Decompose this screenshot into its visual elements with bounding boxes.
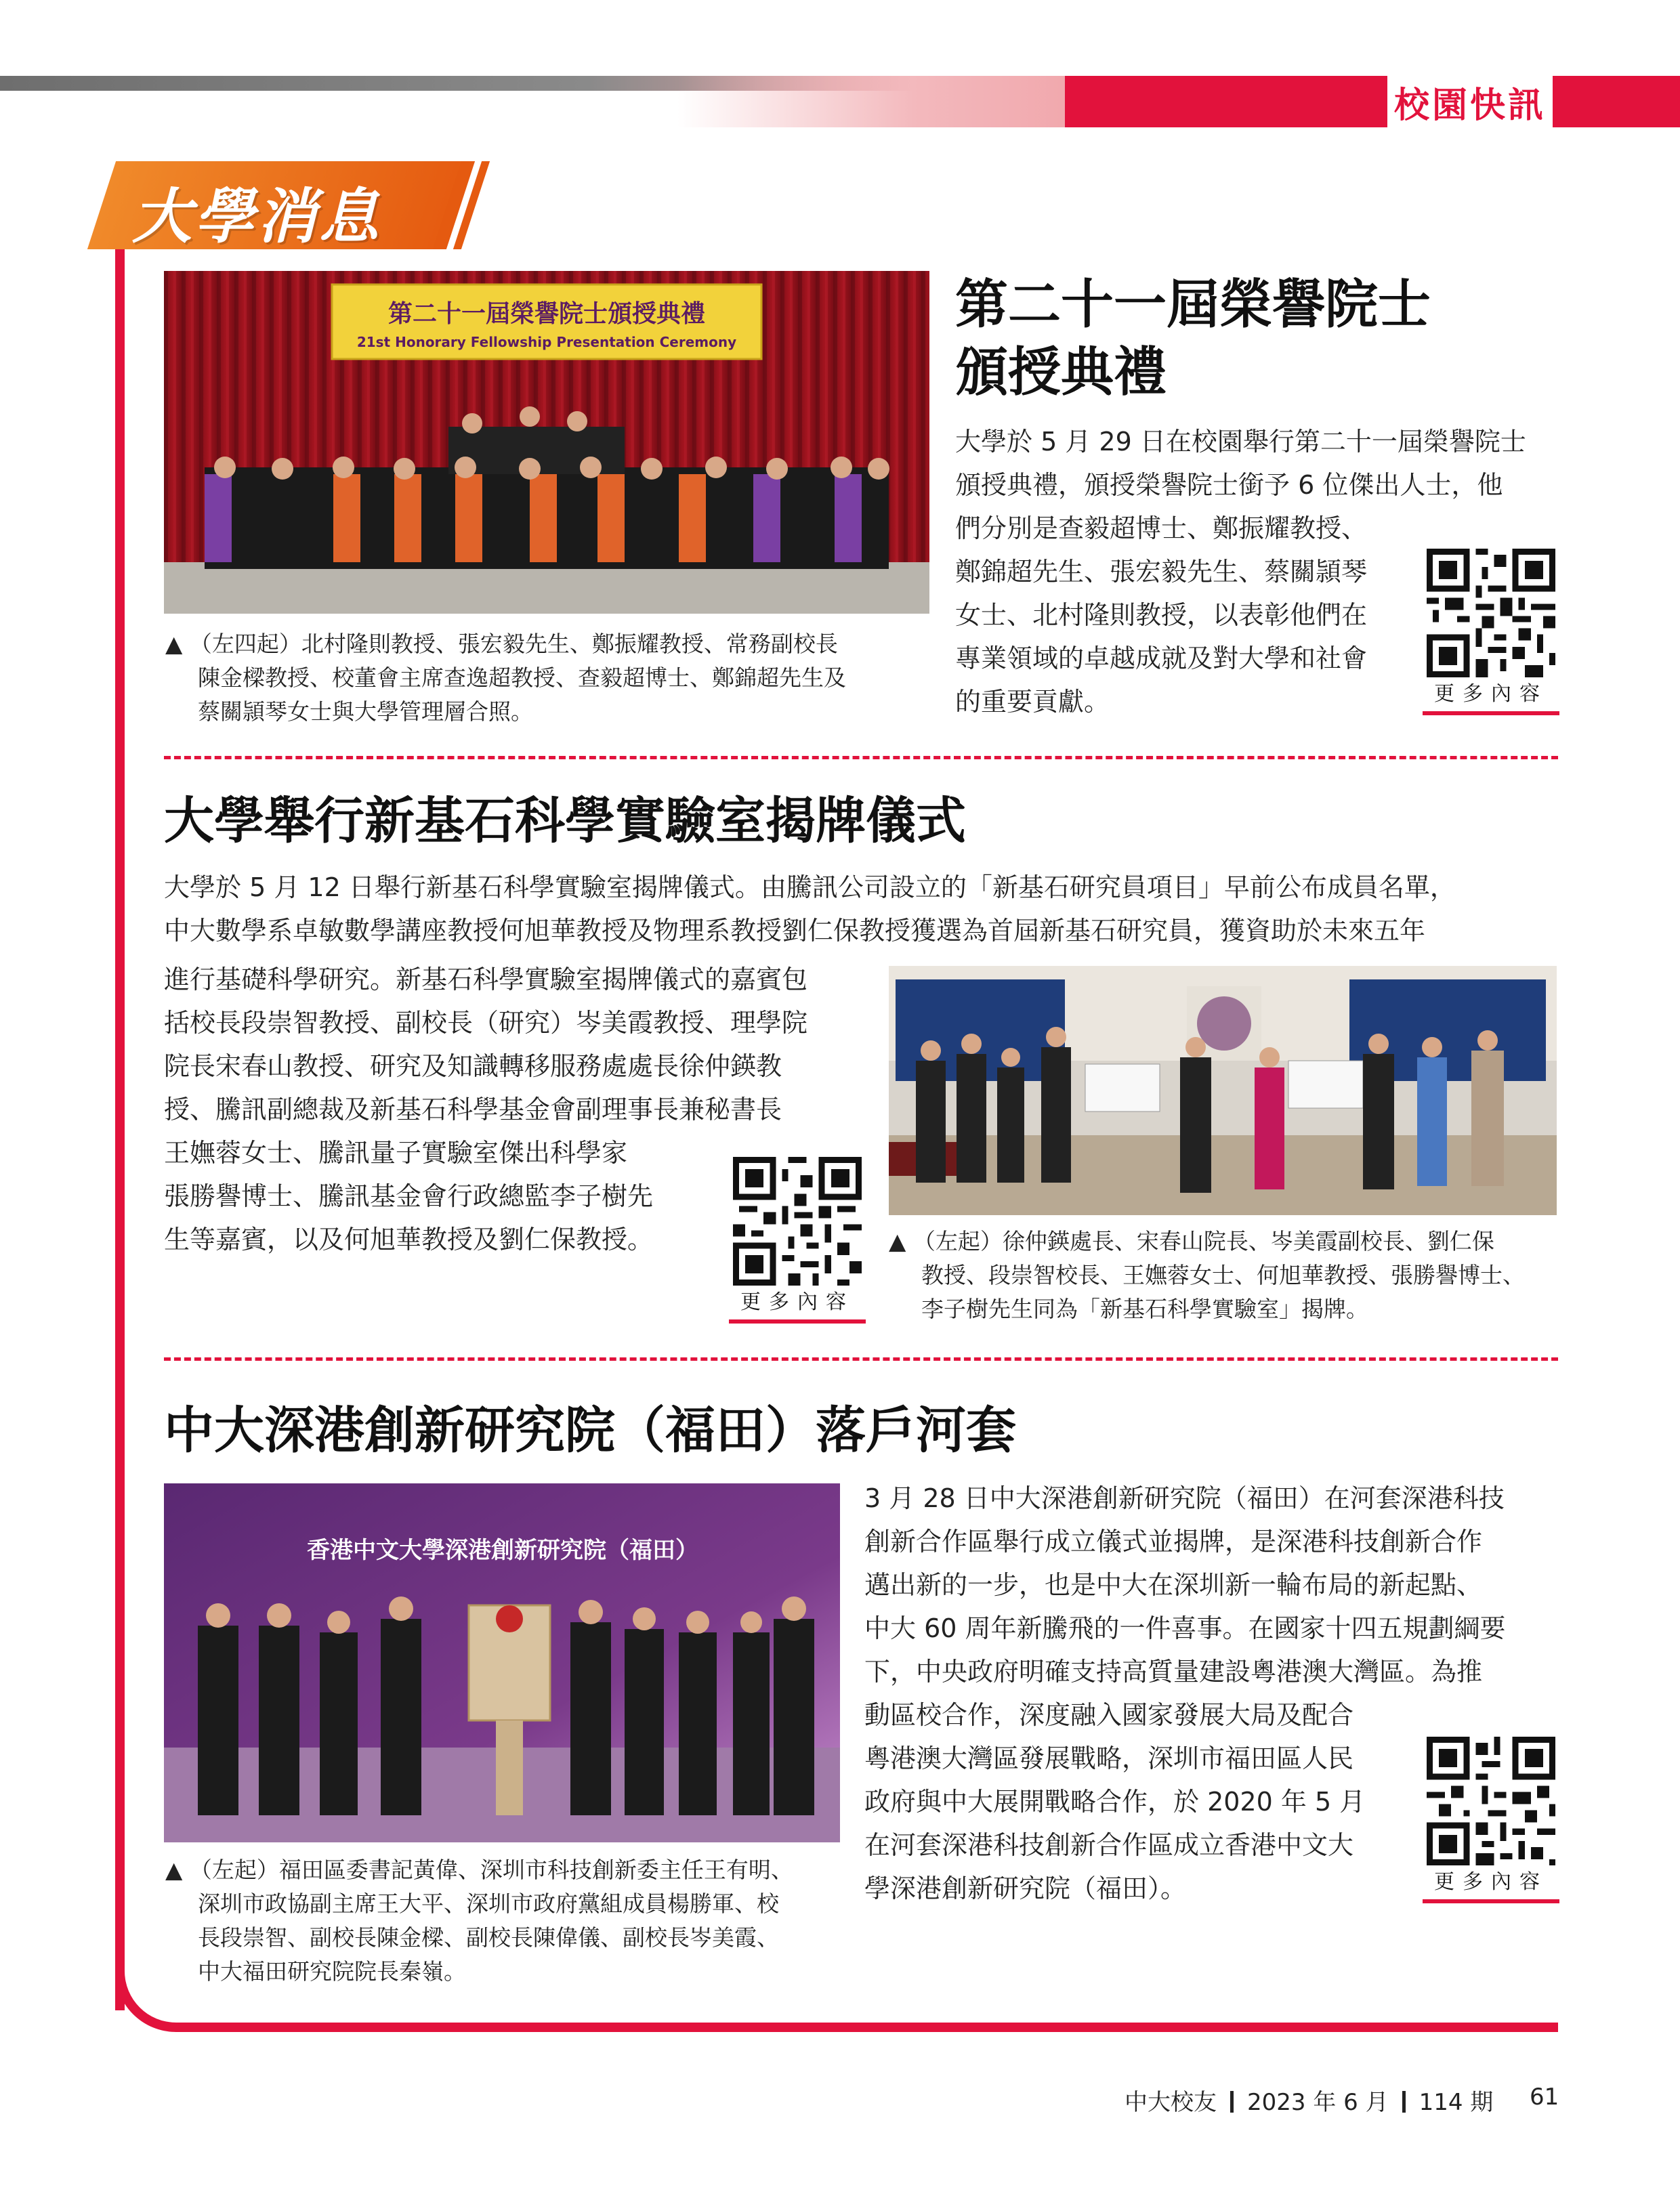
body-line: 專業領域的卓越成就及對大學和社會: [955, 643, 1368, 673]
article2-title: 大學舉行新基石科學實驗室揭牌儀式: [164, 792, 966, 850]
body-line: 授、騰訊副總裁及新基石科學基金會副理事長兼秘書長: [164, 1095, 782, 1124]
caption-line: 深圳市政協副主席王大平、深圳市政府黨組成員楊勝軍、校: [198, 1890, 779, 1917]
body-line: 生等嘉賓，以及何旭華教授及劉仁保教授。: [164, 1225, 654, 1254]
article1-caption: [165, 627, 938, 729]
issue-number: 114 期: [1419, 2089, 1494, 2116]
photo-banner-cn: 香港中文大學深港創新研究院（福田）: [307, 1537, 698, 1564]
section-divider: [164, 756, 1558, 759]
footer-separator: [1230, 2091, 1234, 2113]
body-line: 鄭錦超先生、張宏毅先生、蔡關頴琴: [955, 557, 1368, 587]
body-line: 大學於 5 月 12 日舉行新基石科學實驗室揭牌儀式。由騰訊公司設立的「新基石研究員項目」早前公布成員名單，: [164, 872, 1456, 902]
more-content-label: 更多內容: [729, 1286, 866, 1324]
body-line: 邁出新的一步，也是中大在深圳新一輪布局的新起點、: [864, 1570, 1483, 1600]
article3-title: 中大深港創新研究院（福田）落戶河套: [164, 1401, 1016, 1460]
body-line: 中大數學系卓敏數學講座教授何旭華教授及物理系教授劉仁保教授獲選為首屆新基石研究員，獲資助於未來五年: [164, 916, 1426, 946]
frame-left-border: [115, 249, 125, 2010]
body-line: 的重要貢獻。: [955, 687, 1110, 717]
more-content-label: 更多內容: [1423, 1865, 1559, 1903]
lab-plaque-photo: [889, 966, 1557, 1215]
body-line: 3 月 28 日中大深港創新研究院（福田）在河套深港科技: [864, 1483, 1505, 1513]
body-line: 粵港澳大灣區發展戰略，深圳市福田區人民: [864, 1743, 1354, 1773]
body-line: 中大 60 周年新騰飛的一件喜事。在國家十四五規劃綱要: [864, 1613, 1506, 1643]
ceremony-photo: [164, 271, 929, 614]
qr-code-icon: [733, 1157, 862, 1286]
qr-code-link[interactable]: [1427, 549, 1555, 718]
body-line: 們分別是查毅超博士、鄭振耀教授、: [955, 513, 1368, 543]
article3-caption: [165, 1853, 843, 1989]
body-line: 女士、北村隆則教授，以表彰他們在: [955, 600, 1368, 630]
body-line: 進行基礎科學研究。新基石科學實驗室揭牌儀式的嘉賓包: [164, 965, 808, 994]
body-line: 下，中央政府明確支持高質量建設粵港澳大灣區。為推: [864, 1657, 1483, 1687]
page-number: 61: [1530, 2083, 1559, 2111]
qr-code-link[interactable]: [733, 1157, 862, 1326]
article2-caption: [889, 1225, 1566, 1326]
photo-banner-cn: 第二十一屆榮譽院士頒授典禮: [387, 300, 706, 328]
magazine-name: 中大校友: [1125, 2089, 1217, 2116]
caption-line: ▲ （左起）福田區委書記黃偉、深圳市科技創新委主任王有明、: [165, 1857, 793, 1883]
caption-line: 中大福田研究院院長秦嶺。: [198, 1958, 466, 1985]
more-content-label: 更多內容: [1423, 677, 1559, 715]
body-line: 學深港創新研究院（福田）。: [864, 1874, 1187, 1903]
caption-line: 陳金樑教授、校董會主席查逸超教授、查毅超博士、鄭錦超先生及: [198, 664, 846, 691]
section-tag: 大學消息: [132, 182, 382, 251]
body-line: 在河套深港科技創新合作區成立香港中文大: [864, 1830, 1354, 1860]
page-footer: [1125, 2083, 1493, 2117]
body-line: 政府與中大展開戰略合作，於 2020 年 5 月: [864, 1787, 1366, 1817]
top-banner-red: [1065, 76, 1404, 127]
caption-line: 蔡關頴琴女士與大學管理層合照。: [198, 698, 533, 725]
article1-title-line2: 頒授典禮: [955, 342, 1167, 403]
article1-title-line1: 第二十一屆榮譽院士: [955, 274, 1431, 335]
body-line: 院長宋春山教授、研究及知識轉移服務處處長徐仲鍈教: [164, 1051, 782, 1081]
top-banner-red-end: [1558, 76, 1680, 127]
qr-code-link[interactable]: [1427, 1737, 1555, 1906]
qr-code-icon: [1427, 1737, 1555, 1865]
section-label: 校園快訊: [1382, 76, 1558, 127]
caption-line: ▲ （左起）徐仲鍈處長、宋春山院長、岑美霞副校長、劉仁保: [889, 1228, 1494, 1254]
section-divider: [164, 1357, 1558, 1361]
caption-line: ▲ （左四起）北村隆則教授、張宏毅先生、鄭振耀教授、常務副校長: [165, 631, 838, 657]
article2-body-full: [164, 866, 1566, 952]
caption-line: 長段崇智、副校長陳金樑、副校長陳偉儀、副校長岑美霞、: [198, 1924, 779, 1951]
top-banner-fade: [677, 76, 1070, 127]
body-line: 括校長段崇智教授、副校長（研究）岑美霞教授、理學院: [164, 1008, 808, 1038]
photo-banner-en: 21st Honorary Fellowship Presentation Ceremony: [356, 334, 737, 350]
footer-separator: [1402, 2091, 1406, 2113]
body-line: 大學於 5 月 29 日在校園舉行第二十一屆榮譽院士: [955, 427, 1526, 457]
body-line: 頒授典禮，頒授榮譽院士銜予 6 位傑出人士，他: [955, 470, 1503, 500]
body-line: 王嫵蓉女士、騰訊量子實驗室傑出科學家: [164, 1138, 628, 1168]
article1-title: [955, 271, 1431, 406]
body-line: 張勝譽博士、騰訊基金會行政總監李子樹先: [164, 1181, 654, 1211]
caption-line: 教授、段崇智校長、王嫵蓉女士、何旭華教授、張勝譽博士、: [921, 1262, 1525, 1288]
caption-line: 李子樹先生同為「新基石科學實驗室」揭牌。: [921, 1296, 1368, 1322]
institute-photo: [164, 1483, 840, 1842]
qr-code-icon: [1427, 549, 1555, 677]
body-line: 動區校合作，深度融入國家發展大局及配合: [864, 1700, 1354, 1730]
frame-bottom-border: [190, 2023, 1558, 2032]
body-line: 創新合作區舉行成立儀式並揭牌，是深港科技創新合作: [864, 1527, 1483, 1557]
issue-date: 2023 年 6 月: [1247, 2089, 1389, 2116]
